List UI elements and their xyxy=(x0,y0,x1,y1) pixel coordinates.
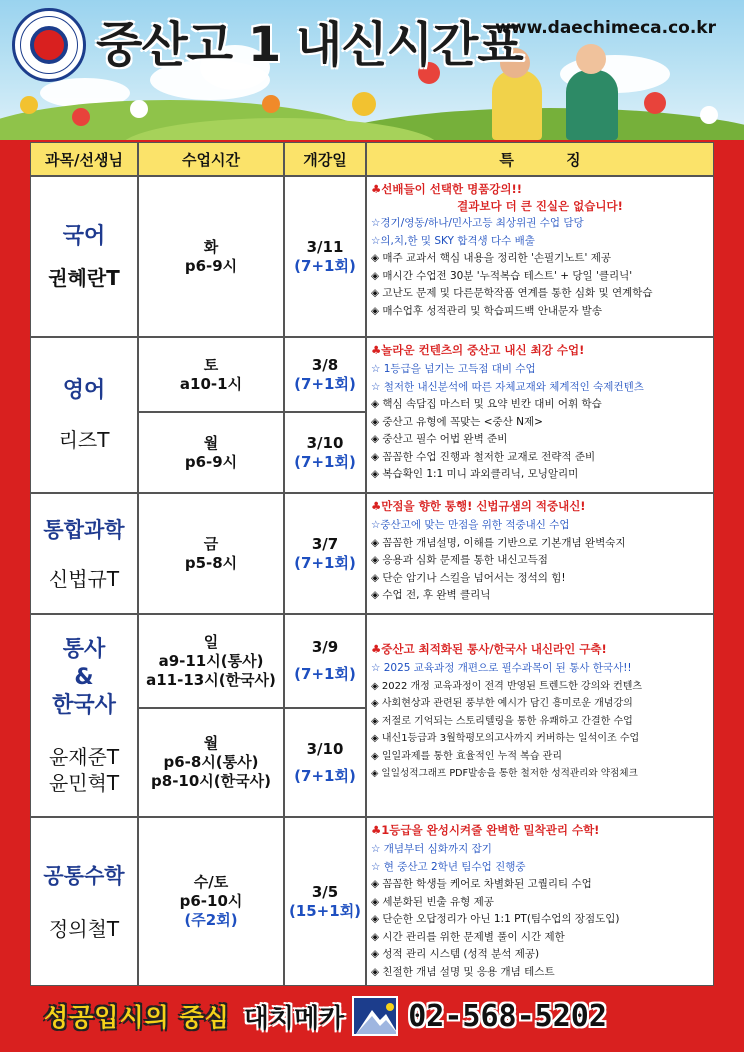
footer-phone[interactable]: 02-568-5202 xyxy=(408,998,607,1034)
row-korean-subject xyxy=(30,176,138,337)
flower-icon xyxy=(262,95,280,113)
subject-name: 통사 xyxy=(62,636,106,662)
person-head xyxy=(576,44,606,74)
mountain-logo-icon xyxy=(352,996,398,1036)
flower-icon xyxy=(644,92,666,114)
row-math-open: 3/5 (15+1회) xyxy=(284,817,366,986)
col-header-subject: 과목/선생님 xyxy=(30,142,138,176)
row-science-time: 금 p5-8시 xyxy=(138,493,284,614)
row-math-features: ♣1등급을 완성시켜줄 완벽한 밀착관리 수학! ☆ 개념부터 심화까지 잡기 ☆ 현 중산고 2학년 팀수업 진행중 ◈ 꼼꼼한 학생들 케어로 차별화된 고퀄리티 수업 ◈ 세분화된 빈출 유형 제공 ◈ 단순한 오답정리가 아닌 1:1 PT(팀수업의 장점도입) ◈ 시간 관리를 위한 문제별 풀이 시간 제한 ◈ 성적 관리 시스템 (성적 분석 제공) ◈ 친절한 개념 설명 및 응용 개념 테스트 xyxy=(366,817,714,986)
flower-icon xyxy=(130,100,148,118)
subject-name: & xyxy=(74,664,94,690)
person-illustration xyxy=(492,70,542,140)
row-english-open-2: 3/10 (7+1회) xyxy=(284,412,366,493)
site-url[interactable]: www.daechimeca.co.kr xyxy=(495,18,716,38)
row-history-features: ♣중산고 최적화된 통사/한국사 내신라인 구축! ☆ 2025 교육과정 개편으로 필수과목이 된 통사 한국사!! ◈ 2022 개정 교육과정이 전격 반영된 트렌드한 강의와 컨텐츠 ◈ 사회현상과 관련된 풍부한 예시가 담긴 흥미로운 개념강의 ◈ 저절로 기억되는 스토리텔링을 통한 유쾌하고 간결한 수업 ◈ 내신1등급과 3월학평모의고사까지 커버하는 일석이조 수업 ◈ 일일과제를 통한 효율적인 누적 복습 관리 ◈ 일일성적그래프 PDF발송을 통한 철저한 성적관리와 약점체크 xyxy=(366,614,714,817)
person-illustration xyxy=(566,70,618,140)
teacher-name: 신법규T xyxy=(48,566,120,591)
row-math-subject xyxy=(30,817,138,986)
row-history-time-1: 일 a9-11시(통사) a11-13시(한국사) xyxy=(138,614,284,708)
row-korean-time: 화 p6-9시 xyxy=(138,176,284,337)
subject-name: 공통수학 xyxy=(43,863,125,888)
row-math-time: 수/토 p6-10시 (주2회) xyxy=(138,817,284,986)
row-history-time-2: 월 p6-8시(통사) p8-10시(한국사) xyxy=(138,708,284,817)
row-korean-features: ♣선배들이 선택한 명품강의!! 결과보다 더 큰 진실은 없습니다! ☆경기/영동/하나/민사고등 최상위권 수업 담당 ☆의,치,한 및 SKY 합격생 다수 배출 ◈ 매주 교과서 핵심 내용을 정리한 '손필기노트' 제공 ◈ 매시간 수업전 30분 '누적복습 테스트' + 당일 '클리닉' ◈ 고난도 문제 및 다른문학작품 연계를 통한 심화 및 연계학습 ◈ 매수업후 성적관리 및 학습피드백 안내문자 발송 xyxy=(366,176,714,337)
footer-slogan: 성공입시의 중심 xyxy=(44,1003,230,1032)
col-header-open: 개강일 xyxy=(284,142,366,176)
row-english-time-2: 월 p6-9시 xyxy=(138,412,284,493)
row-english-features: ♣놀라운 컨텐츠의 중산고 내신 최강 수업! ☆ 1등급을 넘기는 고득점 대비 수업 ☆ 철저한 내신분석에 따른 자체교재와 체계적인 숙제컨텐츠 ◈ 핵심 속담집 마스터 및 요약 빈칸 대비 어휘 학습 ◈ 중산고 유형에 꼭맞는 <중산 N제> ◈ 중산고 필수 어법 완벽 준비 ◈ 꼼꼼한 수업 진행과 철저한 교재로 전략적 준비 ◈ 복습확인 1:1 미니 과외클리닉, 모닝알리미 xyxy=(366,337,714,493)
footer-brand: 대치메카 xyxy=(243,1003,345,1034)
row-science-features: ♣만점을 향한 통행! 신법규샘의 적중내신! ☆중산고에 맞는 만점을 위한 적중내신 수업 ◈ 꼼꼼한 개념설명, 이해를 기반으로 기본개념 완벽숙지 ◈ 응용과 심화 문제를 통한 내신고득점 ◈ 단순 암기나 스킬을 넘어서는 정석의 힘! ◈ 수업 전, 후 완벽 클리닉 xyxy=(366,493,714,614)
row-english-open-1: 3/8 (7+1회) xyxy=(284,337,366,412)
row-english-time-1: 토 a10-1시 xyxy=(138,337,284,412)
flower-icon xyxy=(72,108,90,126)
row-history-subject xyxy=(30,614,138,817)
flower-icon xyxy=(352,92,376,116)
col-header-features: 특 징 xyxy=(366,142,714,176)
subject-name: 국어 xyxy=(62,223,106,249)
subject-name: 영어 xyxy=(62,378,106,403)
teacher-name: 윤재준T xyxy=(48,744,120,769)
teacher-name: 윤민혁T xyxy=(48,770,120,795)
school-logo-icon xyxy=(12,8,86,82)
row-history-open-2: 3/10 (7+1회) xyxy=(284,708,366,817)
footer-bar xyxy=(30,990,714,1042)
teacher-name: 정의철T xyxy=(48,916,120,941)
flower-icon xyxy=(20,96,38,114)
flower-icon xyxy=(700,106,718,124)
page-title: 중산고 1 내신시간표 xyxy=(96,17,523,73)
schedule-table xyxy=(30,142,714,986)
row-english-subject xyxy=(30,337,138,493)
row-history-open-1: 3/9 (7+1회) xyxy=(284,614,366,708)
col-header-time: 수업시간 xyxy=(138,142,284,176)
teacher-name: 리즈T xyxy=(58,428,110,452)
row-korean-open: 3/11 (7+1회) xyxy=(284,176,366,337)
row-science-open: 3/7 (7+1회) xyxy=(284,493,366,614)
subject-name: 통합과학 xyxy=(43,517,125,542)
row-science-subject xyxy=(30,493,138,614)
teacher-name: 권혜란T xyxy=(48,265,120,290)
subject-name: 한국사 xyxy=(52,692,116,718)
header-banner xyxy=(0,0,744,140)
